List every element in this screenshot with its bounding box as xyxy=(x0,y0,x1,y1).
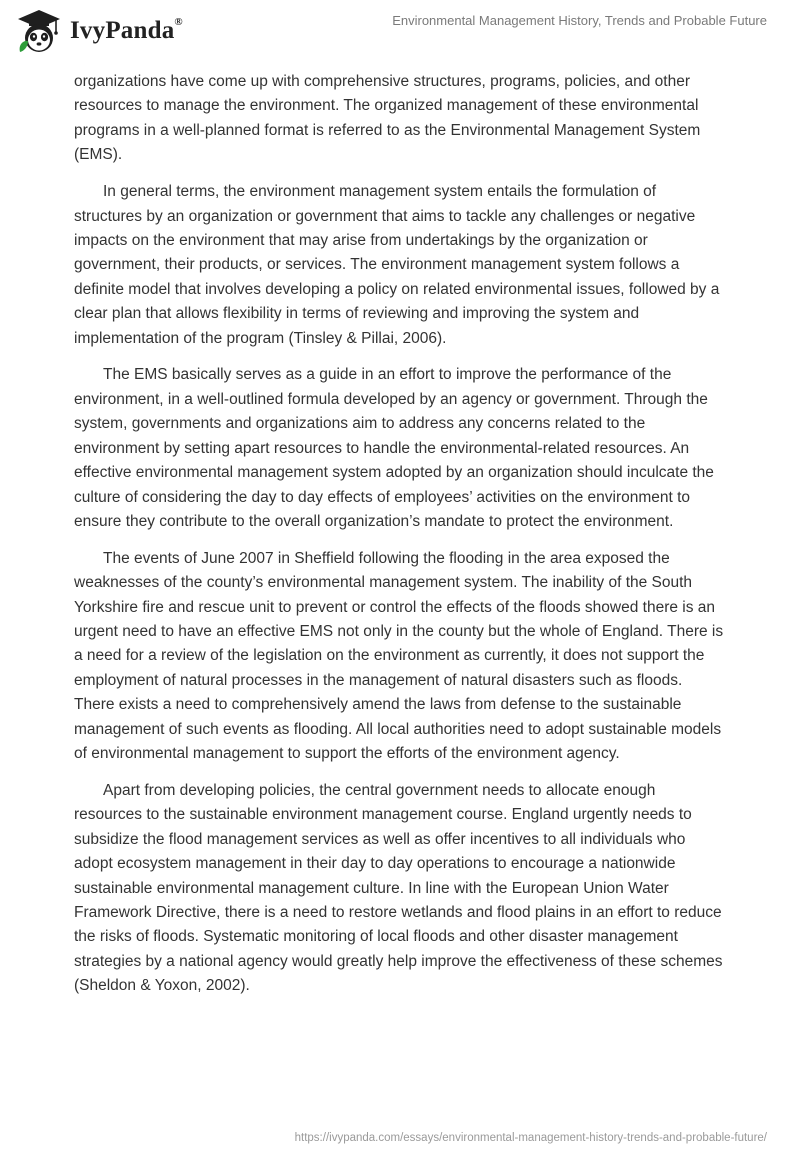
paragraph: Apart from developing policies, the central government needs to allocate enough resources to the sustainable environment management course. England urgently needs to subsidize the flood management services as well as offer incentives to all individuals who adopt ecosystem management in their day to day operations to encourage a nationwide sustainable environmental management culture. In line with the European Union Water Framework Directive, there is a need to restore wetlands and flood plains in an effort to reduce the risks of floods. Systematic monitoring of local floods and other disaster management strategies by a national agency would greatly help improve the effectiveness of these schemes (Sheldon & Yoxon, 2002). xyxy=(74,781,723,995)
paragraph: organizations have come up with comprehensive structures, programs, policies, and other resources to manage the environment. The organized management of these environmental programs in a well-planned format is referred to as the Environmental Management System (EMS). xyxy=(74,73,701,164)
page-header xyxy=(0,0,800,70)
paragraph: In general terms, the environment management system entails the formulation of structures by an organization or government that aims to tackle any challenges or negative impacts on the environment that may arise from undertakings by the organization or government, their products, or services. The environment management system follows a definite model that involves developing a policy on related environmental issues, followed by a clear plan that allows flexibility in terms of reviewing and improving the system and implementation of the program (Tinsley & Pillai, 2006). xyxy=(74,183,720,347)
brand-name: IvyPanda® xyxy=(70,15,183,44)
document-title: Environmental Management History, Trends and Probable Future xyxy=(392,13,767,28)
essay-body xyxy=(74,70,726,1011)
paragraph: The EMS basically serves as a guide in an effort to improve the performance of the environment, in a well-outlined formula developed by an agency or government. Through the system, governments and organizations aim to address any concerns related to the environment by setting apart resources to handle the environmental-related resources. An effective environmental management system adopted by an organization should inculcate the culture of considering the day to day effects of employees’ activities on the environment to ensure they contribute to the overall organization’s mandate to protect the environment. xyxy=(74,366,714,530)
paragraph: The events of June 2007 in Sheffield following the flooding in the area exposed the weaknesses of the county’s environmental management system. The inability of the South Yorkshire fire and rescue unit to prevent or control the effects of the floods showed there is an urgent need to have an effective EMS not only in the county but the whole of England. There is a need for a review of the legislation on the environment as currently, it does not support the employment of natural processes in the management of natural disasters such as floods. There exists a need to comprehensively amend the laws from defense to the sustainable management of such events as flooding. All local authorities need to adopt sustainable models of environmental management to support the efforts of the environment agency. xyxy=(74,549,724,763)
logo[interactable] xyxy=(16,8,183,54)
source-url[interactable]: https://ivypanda.com/essays/environmental-management-history-trends-and-probable-future/ xyxy=(294,1132,767,1144)
panda-graduate-icon xyxy=(16,8,62,54)
